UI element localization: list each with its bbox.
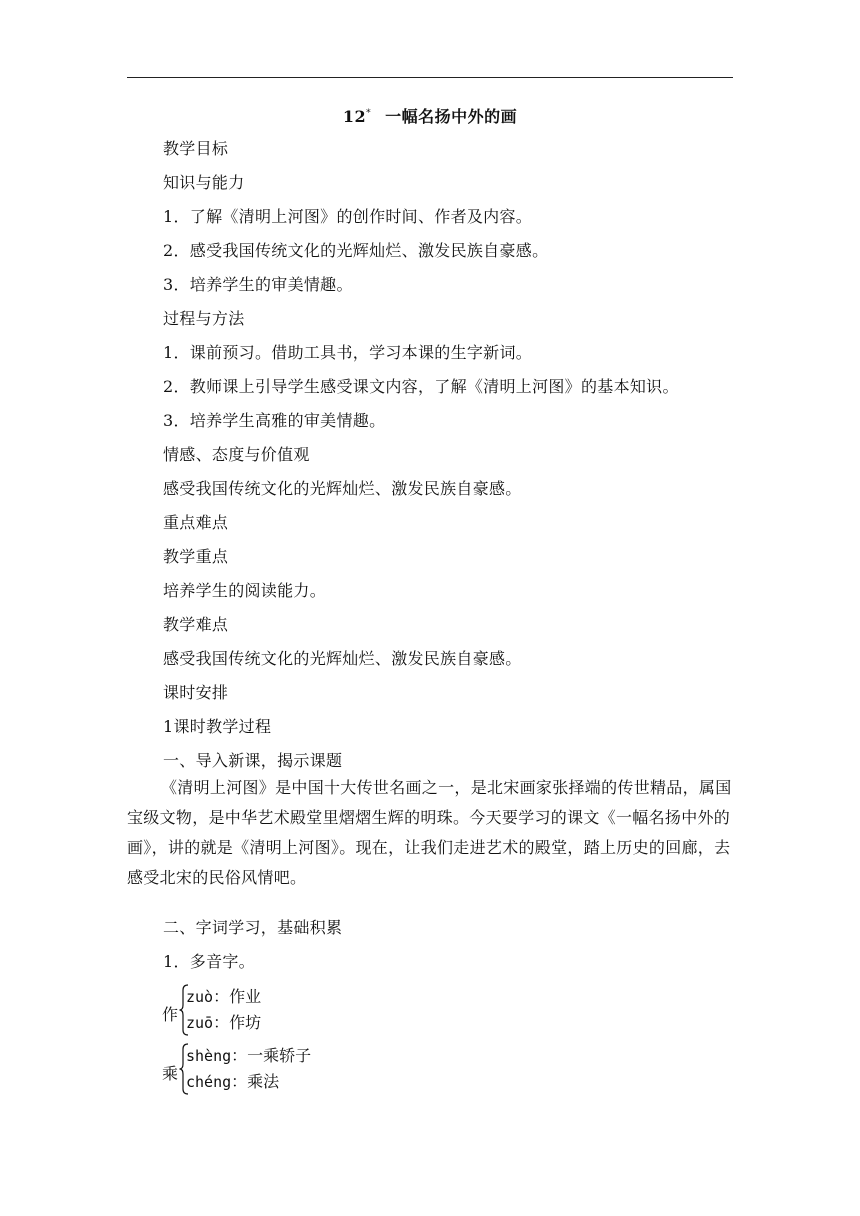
difficult-point-item: 感受我国传统文化的光辉灿烂、激发民族自豪感。 bbox=[163, 649, 522, 668]
heading-key-points: 教学重点 bbox=[163, 547, 229, 566]
heading-process-method: 过程与方法 bbox=[163, 309, 245, 328]
intro-paragraph: 《清明上河图》是中国十大传世名画之一，是北宋画家张择端的传世精品，属国宝级文物，是中华艺术殿堂里熠熠生辉的明珠。今天要学习的课文《一幅名扬中外的画》，讲的就是《清明上河图》。现在，让我们走进艺术的殿堂，踏上历史的回廊，去感受北宋的民俗风情吧。 bbox=[127, 778, 732, 887]
method-item: 2．教师课上引导学生感受课文内容，了解《清明上河图》的基本知识。 bbox=[163, 377, 679, 396]
key-point-item: 培养学生的阅读能力。 bbox=[163, 581, 327, 600]
lesson-title bbox=[0, 104, 860, 127]
method-item: 1．课前预习。借助工具书，学习本课的生字新词。 bbox=[163, 343, 533, 362]
goal-item: 3．培养学生的审美情趣。 bbox=[163, 275, 353, 294]
heading-schedule: 课时安排 bbox=[163, 683, 229, 702]
goal-item: 2．感受我国传统文化的光辉灿烂、激发民族自豪感。 bbox=[163, 241, 549, 260]
heading-key-difficult: 重点难点 bbox=[163, 513, 229, 532]
heading-teaching-goals: 教学目标 bbox=[163, 139, 229, 158]
lesson-number: 12* bbox=[342, 107, 372, 126]
polyphone-char: 作 bbox=[162, 1005, 179, 1024]
goal-item: 1．了解《清明上河图》的创作时间、作者及内容。 bbox=[163, 207, 533, 226]
section1-heading: 一、导入新课，揭示课题 bbox=[163, 751, 343, 770]
polyphone-item: 1．多音字。 bbox=[163, 952, 255, 971]
reading-line: shèng：一乘轿子 bbox=[186, 1046, 312, 1065]
header-rule bbox=[127, 77, 733, 78]
method-item: 3．培养学生高雅的审美情趣。 bbox=[163, 411, 386, 430]
reading-line: zuò：作业 bbox=[186, 987, 262, 1006]
section2-heading: 二、字词学习，基础积累 bbox=[163, 918, 343, 937]
heading-emotion-values: 情感、态度与价值观 bbox=[163, 445, 310, 464]
heading-difficult-points: 教学难点 bbox=[163, 615, 229, 634]
reading-line: zuō：作坊 bbox=[186, 1013, 262, 1032]
lesson-title-text: 一幅名扬中外的画 bbox=[385, 107, 518, 126]
polyphone-char: 乘 bbox=[162, 1064, 179, 1083]
emotion-item: 感受我国传统文化的光辉灿烂、激发民族自豪感。 bbox=[163, 479, 522, 498]
heading-knowledge-ability: 知识与能力 bbox=[163, 173, 245, 192]
schedule-item: 1课时教学过程 bbox=[163, 717, 272, 736]
reading-line: chéng：乘法 bbox=[186, 1072, 280, 1091]
